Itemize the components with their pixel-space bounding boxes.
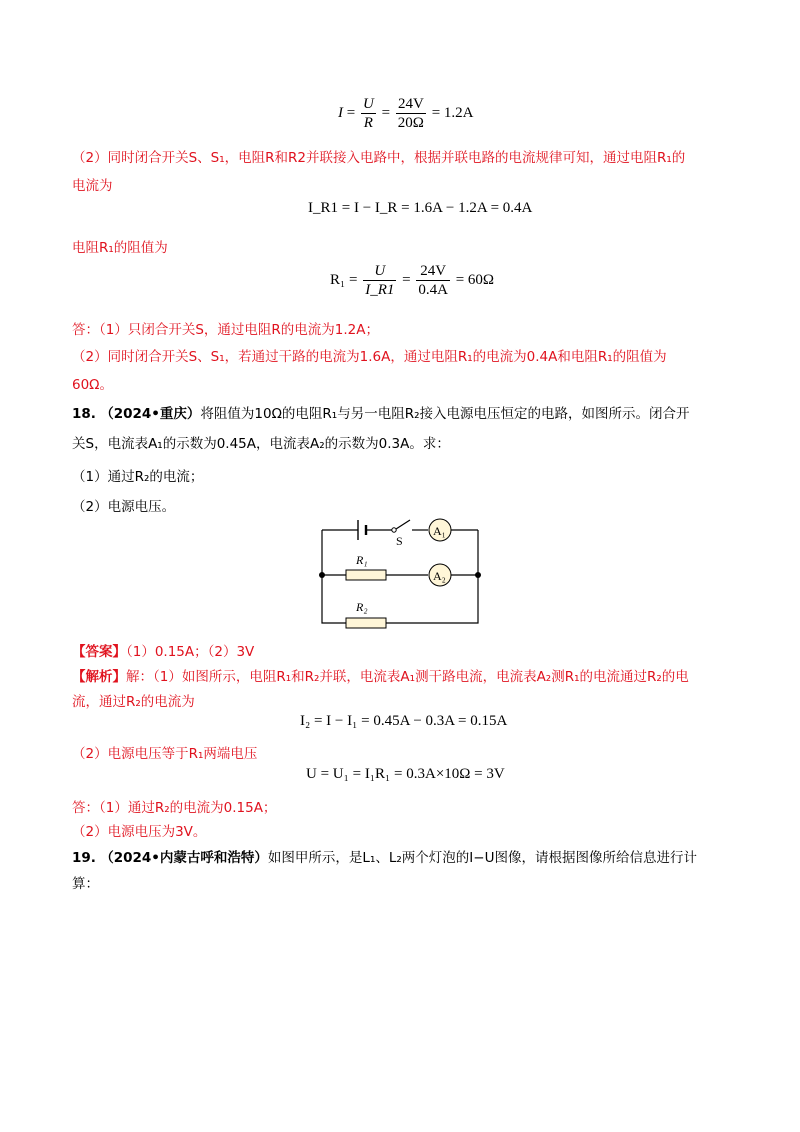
question-text: 将阻值为10Ω的电阻R₁与另一电阻R₂接入电源电压恒定的电路，如图所示。闭合开 bbox=[200, 406, 690, 422]
question-18-line1 bbox=[72, 402, 690, 422]
answer-line: 答：（1）只闭合开关S，通过电阻R的电流为1.2A； bbox=[72, 322, 379, 338]
question-18-sub1: （1）通过R₂的电流； bbox=[72, 469, 204, 485]
eq-result: = 60Ω bbox=[455, 271, 495, 288]
circuit-diagram bbox=[300, 508, 500, 638]
resistor-r1-label: R₁ bbox=[356, 553, 368, 567]
question-number: 19. bbox=[72, 850, 96, 866]
eq-symbol: I bbox=[338, 104, 343, 121]
ammeter-a2-label: A₂ bbox=[433, 569, 446, 583]
fraction bbox=[361, 95, 376, 132]
switch-label: S bbox=[396, 534, 403, 548]
analysis-18-line2: 流，通过R₂的电流为 bbox=[72, 694, 195, 710]
fraction bbox=[416, 262, 450, 299]
question-18-line2: 关S，电流表A₁的示数为0.45A，电流表A₂的示数为0.3A。求： bbox=[72, 436, 450, 452]
question-19-line1 bbox=[72, 846, 697, 866]
question-text: 如图甲所示，是L₁、L₂两个灯泡的I−U图像，请根据图像所给信息进行计 bbox=[267, 850, 697, 866]
question-source: （2024•内蒙古呼和浩特） bbox=[100, 850, 268, 866]
junction-right bbox=[475, 572, 481, 578]
answer-tag: 【答案】 bbox=[72, 644, 126, 660]
question-18-sub2: （2）电源电压。 bbox=[72, 499, 176, 515]
answer-text: （1）0.15A；（2）3V bbox=[126, 644, 255, 660]
equation-i2: I₂ = I − I₁ = 0.45A − 0.3A = 0.15A bbox=[300, 713, 508, 729]
denominator: 0.4A bbox=[418, 282, 448, 298]
resistor-r2 bbox=[346, 618, 386, 628]
paragraph: （2）同时闭合开关S、S₁，电阻R和R2并联接入电路中，根据并联电路的电流规律可知，通过电阻R₁的 bbox=[72, 150, 686, 166]
numerator: 24V bbox=[416, 262, 450, 281]
question-source: （2024•重庆） bbox=[100, 406, 201, 422]
equation-current-r: I = $\frac{U}{R}$ = $\frac{24V}{20\Omega}$ = 1.2A bbox=[338, 96, 474, 131]
denominator: I_R1 bbox=[365, 282, 395, 298]
analysis-tag: 【解析】 bbox=[72, 669, 126, 685]
numerator: 24V bbox=[396, 95, 426, 114]
numerator: U bbox=[363, 262, 396, 281]
equation-resistance-r1: R₁ = $\frac{U}{I\_R1}$ = $\frac{24V}{0.4A}$ = 60Ω bbox=[330, 263, 495, 298]
switch-contact bbox=[392, 528, 396, 532]
equation-voltage: U = U₁ = I₁R₁ = 0.3A×10Ω = 3V bbox=[306, 766, 505, 782]
junction-left bbox=[319, 572, 325, 578]
analysis-18-line1 bbox=[72, 665, 689, 685]
numerator: U bbox=[362, 96, 374, 112]
denominator: R bbox=[363, 115, 373, 131]
answer-line: （2）同时闭合开关S、S₁，若通过干路的电流为1.6A，通过电阻R₁的电流为0.4A和电阻R₁的阻值为 bbox=[72, 349, 667, 365]
eq-result: = 1.2A bbox=[431, 104, 474, 121]
paragraph: 电流为 bbox=[72, 178, 113, 194]
answer-line: 60Ω。 bbox=[72, 377, 113, 393]
denominator: 20Ω bbox=[397, 115, 424, 131]
resistor-r2-label: R₂ bbox=[356, 600, 368, 614]
equation-current-r1: I_R1 = I − I_R = 1.6A − 1.2A = 0.4A bbox=[308, 200, 533, 216]
fraction bbox=[396, 95, 426, 132]
fraction bbox=[363, 262, 396, 299]
ammeter-a1-label: A₁ bbox=[433, 524, 446, 538]
answer-line: （2）电源电压为3V。 bbox=[72, 824, 207, 840]
paragraph: 电阻R₁的阻值为 bbox=[72, 240, 168, 256]
switch-blade bbox=[396, 520, 410, 529]
answer-18 bbox=[72, 640, 254, 660]
analysis-18-line3: （2）电源电压等于R₁两端电压 bbox=[72, 746, 258, 762]
resistor-r1 bbox=[346, 570, 386, 580]
question-number: 18. bbox=[72, 406, 96, 422]
analysis-text: 解：（1）如图所示，电阻R₁和R₂并联，电流表A₁测干路电流，电流表A₂测R₁的电流通过R₂的电 bbox=[126, 669, 689, 685]
eq-symbol: R₁ = bbox=[330, 271, 358, 288]
question-19-line2: 算： bbox=[72, 876, 99, 892]
answer-line: 答：（1）通过R₂的电流为0.15A； bbox=[72, 800, 277, 816]
